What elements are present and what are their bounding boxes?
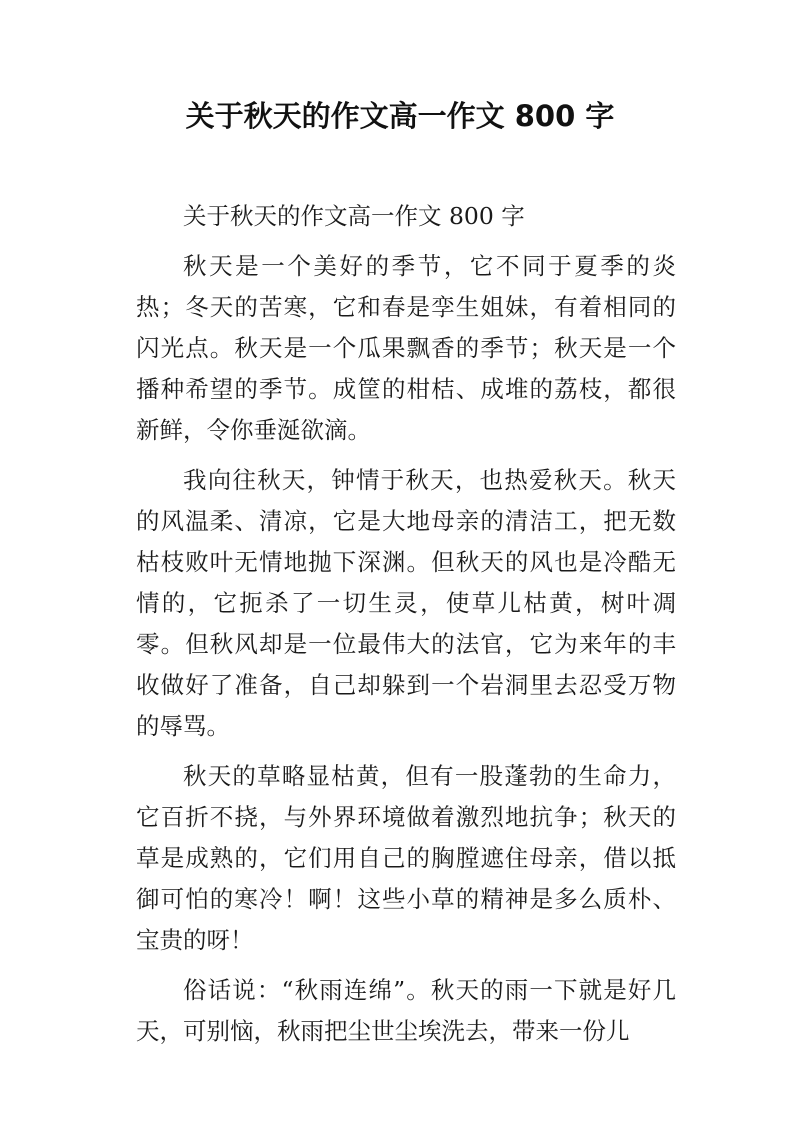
paragraph-1: 秋天是一个美好的季节，它不同于夏季的炎热；冬天的苦寒，它和春是孪生姐妹，有着相同的闪光点。秋天是一个瓜果飘香的季节；秋天是一个播种希望的季节。成筐的柑桔、成堆的荔枝，都很新鲜，令你垂涎欲滴。	[136, 252, 676, 444]
document-title: 关于秋天的作文高一作文 800 字	[185, 99, 615, 133]
paragraph-2: 我向往秋天，钟情于秋天，也热爱秋天。秋天的风温柔、清凉，它是大地母亲的清洁工，把无数枯枝败叶无情地抛下深渊。但秋天的风也是冷酷无情的，它扼杀了一切生灵，使草儿枯黄，树叶凋零。但秋风却是一位最伟大的法官，它为来年的丰收做好了准备，自己却躲到一个岩洞里去忍受万物的辱骂。	[136, 466, 676, 740]
document-body	[136, 196, 676, 1052]
paragraph-3: 秋天的草略显枯黄，但有一股蓬勃的生命力，它百折不挠，与外界环境做着激烈地抗争；秋天的草是成熟的，它们用自己的胸膛遮住母亲，借以抵御可怕的寒冷！啊！这些小草的精神是多么质朴、宝贵的呀！	[136, 762, 676, 954]
subtitle-paragraph: 关于秋天的作文高一作文 800 字	[183, 202, 525, 230]
paragraph-4: 俗话说：“秋雨连绵”。秋天的雨一下就是好几天，可别恼，秋雨把尘世尘埃洗去，带来一份儿	[136, 976, 676, 1045]
